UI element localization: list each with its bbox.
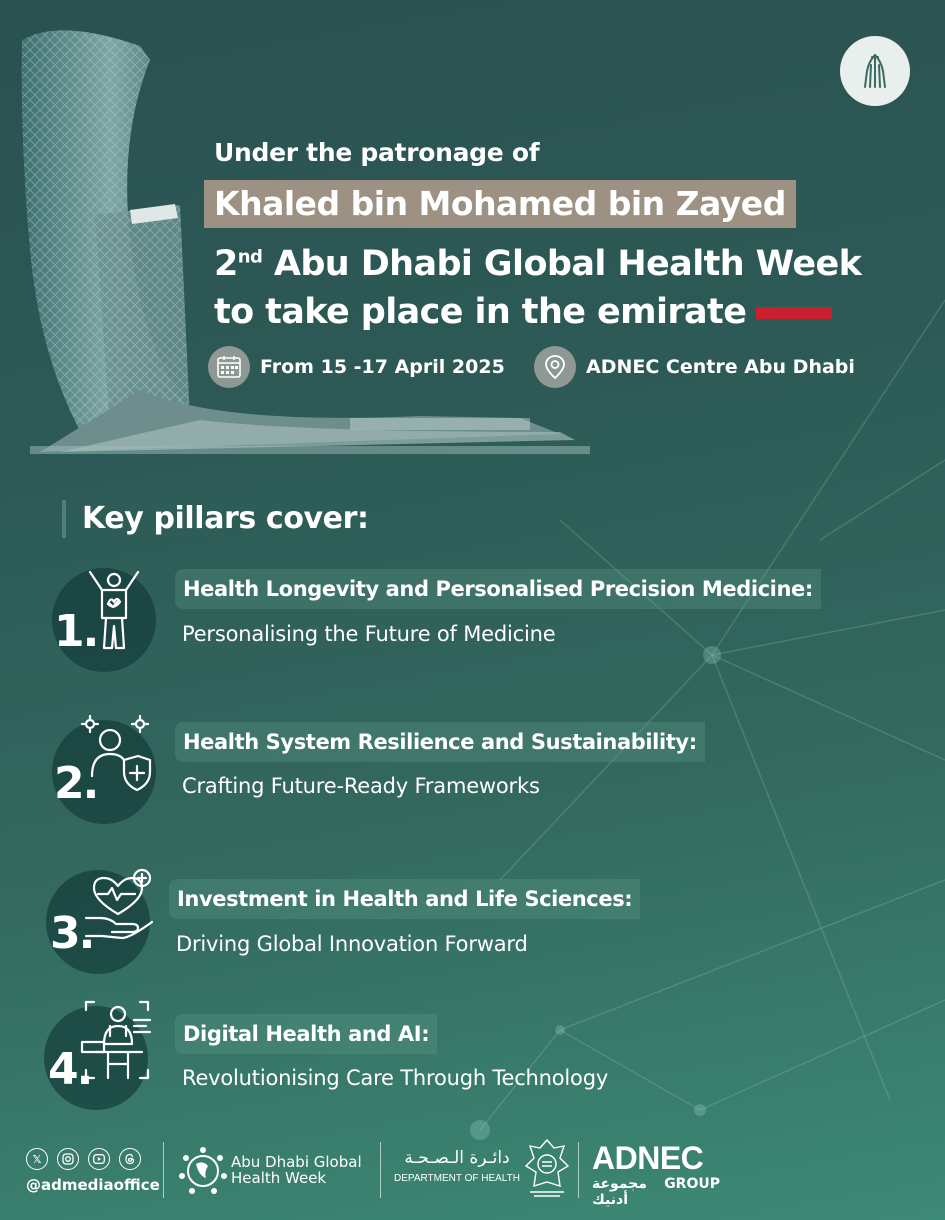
youtube-icon[interactable]	[88, 1148, 110, 1170]
calendar-icon	[208, 346, 250, 388]
location-pin-icon	[534, 346, 576, 388]
pillar-number: 3.	[50, 908, 94, 959]
pillar-subtitle: Personalising the Future of Medicine	[182, 622, 556, 646]
social-handle[interactable]: @admediaoffice	[26, 1176, 160, 1194]
divider	[578, 1142, 579, 1198]
headline	[214, 240, 861, 336]
instagram-icon[interactable]	[57, 1148, 79, 1170]
pillar-number: 1.	[54, 606, 98, 657]
pillar-title: Investment in Health and Life Sciences:	[169, 879, 640, 919]
patronage-line: Under the patronage of	[214, 138, 540, 167]
patron-name: Khaled bin Mohamed bin Zayed	[204, 180, 796, 228]
adnec-arabic: مجموعة أدنيك	[592, 1176, 647, 1208]
headline-ordinal: 2	[214, 244, 238, 284]
event-date-text: From 15 -17 April 2025	[260, 356, 505, 378]
pillar-subtitle: Driving Global Innovation Forward	[176, 932, 528, 956]
event-location	[534, 346, 855, 388]
divider	[163, 1142, 164, 1198]
pillar-title: Health Longevity and Personalised Precision Medicine:	[175, 569, 821, 609]
footer	[0, 1136, 945, 1206]
headline-line-2	[214, 288, 861, 336]
abu-dhabi-crest-icon	[524, 1138, 570, 1200]
adnec-wordmark: ADNEC	[592, 1140, 704, 1176]
divider	[380, 1142, 381, 1198]
pillar-title: Digital Health and AI:	[175, 1014, 437, 1054]
adghw-line-2: Health Week	[231, 1169, 327, 1187]
red-accent-bar	[756, 307, 832, 319]
doh-arabic-name: دائـرة الـصـحـة	[404, 1148, 510, 1168]
social-links	[26, 1148, 141, 1170]
falcon-emblem	[840, 36, 910, 106]
falcon-icon	[853, 49, 897, 93]
adghw-logo-icon	[178, 1146, 228, 1196]
event-location-text: ADNEC Centre Abu Dhabi	[586, 356, 855, 378]
pillar-number: 4.	[48, 1044, 92, 1095]
headline-line-1	[214, 240, 861, 288]
event-date	[208, 346, 505, 388]
adnec-group-label: GROUP	[664, 1176, 720, 1192]
pillar-title: Health System Resilience and Sustainability:	[175, 722, 705, 762]
adghw-wordmark	[231, 1154, 362, 1186]
pillar-number: 2.	[54, 758, 98, 809]
capital-gate-tower-illustration	[0, 0, 600, 470]
headline-event-name: Abu Dhabi Global Health Week	[262, 244, 862, 284]
headline-location-text: to take place in the emirate	[214, 292, 747, 332]
adnec-group-line	[592, 1176, 720, 1208]
pillar-subtitle: Crafting Future-Ready Frameworks	[182, 774, 540, 798]
adghw-line-1: Abu Dhabi Global	[231, 1153, 362, 1171]
digital-doctor-icon	[80, 998, 160, 1082]
doh-english-name: DEPARTMENT OF HEALTH	[394, 1173, 520, 1184]
headline-ordinal-suffix: nd	[237, 246, 263, 268]
pillar-subtitle: Revolutionising Care Through Technology	[182, 1066, 609, 1090]
x-icon[interactable]: 𝕏	[26, 1148, 48, 1170]
pillars-section-title: Key pillars cover:	[62, 500, 369, 538]
threads-icon[interactable]	[119, 1148, 141, 1170]
